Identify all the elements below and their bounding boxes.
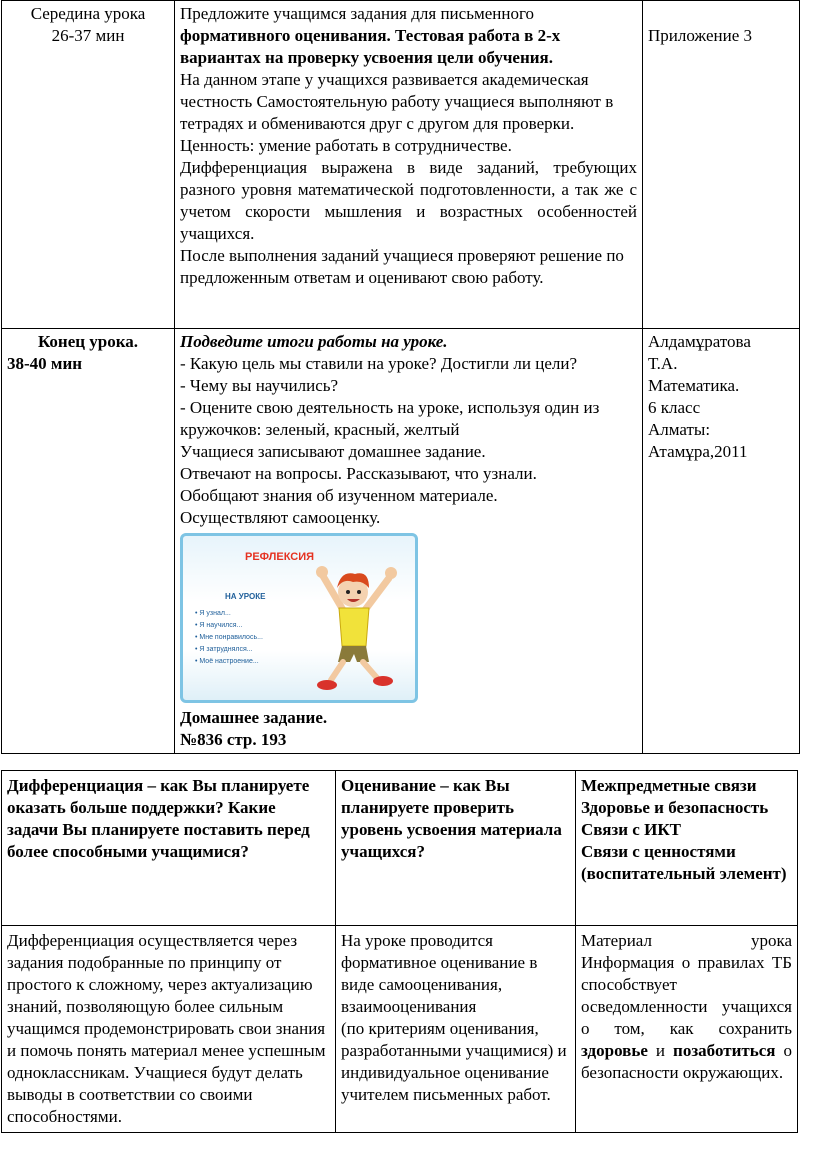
stage-time: 26-37 мин — [51, 26, 125, 45]
planning-table — [1, 770, 798, 1133]
activity-cell — [175, 329, 643, 754]
header-line: Здоровье и безопасность — [581, 798, 769, 817]
reflection-subtitle: НА УРОКЕ — [225, 592, 266, 601]
reflection-item: • Мне понравилось... — [195, 634, 263, 641]
header-cross-curricular — [576, 771, 798, 926]
stage-name: Конец урока. — [37, 332, 139, 351]
stage-cell — [2, 329, 175, 754]
activity-line: Учащиеся записывают домашнее задание. — [180, 442, 486, 461]
reflection-image — [180, 533, 418, 703]
resource-text: Приложение 3 — [648, 26, 752, 45]
reflection-item: • Моё настроение... — [195, 658, 259, 665]
activity-line: - Оцените свою деятельность на уроке, используя один из кружочков: зеленый, красный, желтый — [180, 398, 600, 439]
body-assessment — [336, 926, 576, 1133]
header-differentiation: Дифференциация – как Вы планируете оказать больше поддержки? Какие задачи Вы планируете поставить перед более способными учащимися? — [2, 771, 336, 926]
activity-bold-text: формативного оценивания. Тестовая работа в 2-х вариантах на проверку усвоения цели обучения. — [180, 26, 561, 67]
table-row — [2, 329, 800, 754]
resource-cell — [643, 329, 800, 754]
activity-line: - Чему вы научились? — [180, 376, 339, 395]
activity-cell — [175, 1, 643, 329]
activity-heading: Подведите итоги работы на уроке. — [180, 332, 448, 351]
cross-text: и — [647, 1041, 674, 1060]
stage-name: Середина урока — [30, 4, 146, 23]
header-line: Межпредметные связи — [581, 776, 757, 795]
activity-text: Предложите учащимся задания для письменного — [180, 4, 534, 23]
reflection-list — [195, 608, 263, 668]
resource-line: Алматы: — [648, 420, 711, 439]
reflection-item: • Я затруднялся... — [195, 646, 253, 653]
table-row — [2, 1, 800, 329]
reflection-item: • Я узнал... — [195, 610, 231, 617]
reflection-title: РЕФЛЕКСИЯ — [245, 551, 315, 563]
assessment-line: На уроке проводится формативное оценивание в виде самооценивания, — [341, 931, 538, 994]
cross-text: Материал урока Информация о правилах ТБ способствует осведомленности учащихся о том, как сохранить — [581, 931, 792, 1038]
resource-line: Атамұра,2011 — [648, 442, 748, 461]
activity-line: Обобщают знания об изученном материале. — [180, 486, 498, 505]
resource-line: Алдамұратова — [648, 332, 751, 351]
jumping-boy-illustration — [303, 558, 408, 698]
cross-bold-text: позаботиться — [673, 1041, 776, 1060]
activity-para: Дифференциация выражена в виде заданий, требующих разного уровня математической подготовленности, а так же с учетом скорости мышления и возрастных особенностей учащихся. — [180, 158, 637, 243]
resource-cell — [643, 1, 800, 329]
homework-value: №836 стр. 193 — [180, 730, 287, 749]
activity-para: На данном этапе у учащихся развивается академическая честность Самостоятельную работу учащиеся выполняют в тетрадях и обмениваются друг с другом для проверки. Ценность: умение работать в сотрудничестве. — [180, 70, 614, 155]
reflection-item: • Я научился... — [195, 622, 243, 629]
body-differentiation: Дифференциация осуществляется через задания подобранные по принципу от простого к сложному, через актуализацию знаний, позволяющую более сильным учащимся продемонстрировать свои знания и помочь понять материал менее успешным одноклассникам. Учащиеся будут делать выводы в соответствии со своими способностями. — [2, 926, 336, 1133]
stage-cell — [2, 1, 175, 329]
stage-time: 38-40 мин — [7, 354, 83, 373]
lesson-stages-table — [1, 0, 800, 754]
activity-line: - Какую цель мы ставили на уроке? Достигли ли цели? — [180, 354, 577, 373]
resource-line: 6 класс — [648, 398, 701, 417]
homework-label: Домашнее задание. — [180, 708, 328, 727]
table-row — [2, 926, 798, 1133]
cross-text: о безопасности окружающих. — [581, 1041, 792, 1082]
activity-para — [180, 3, 637, 69]
assessment-line: взаимооценивания — [341, 997, 477, 1016]
header-assessment: Оценивание – как Вы планируете проверить уровень усвоения материала учащихся? — [336, 771, 576, 926]
header-line: Связи с ИКТ — [581, 820, 681, 839]
activity-para: После выполнения заданий учащиеся проверяют решение по предложенным ответам и оценивают свою работу. — [180, 246, 624, 287]
header-line: Связи с ценностями (воспитательный элемент) — [581, 842, 787, 883]
activity-line: Осуществляют самооценку. — [180, 508, 381, 527]
resource-line: Т.А. — [648, 354, 678, 373]
body-cross-curricular — [576, 926, 798, 1133]
table-header-row — [2, 771, 798, 926]
resource-line: Математика. — [648, 376, 740, 395]
activity-line: Отвечают на вопросы. Рассказывают, что узнали. — [180, 464, 537, 483]
cross-bold-text: здоровье — [581, 1041, 648, 1060]
assessment-line: (по критериям оценивания, разработанными учащимися) и индивидуальное оценивание учителем письменных работ. — [341, 1019, 567, 1104]
